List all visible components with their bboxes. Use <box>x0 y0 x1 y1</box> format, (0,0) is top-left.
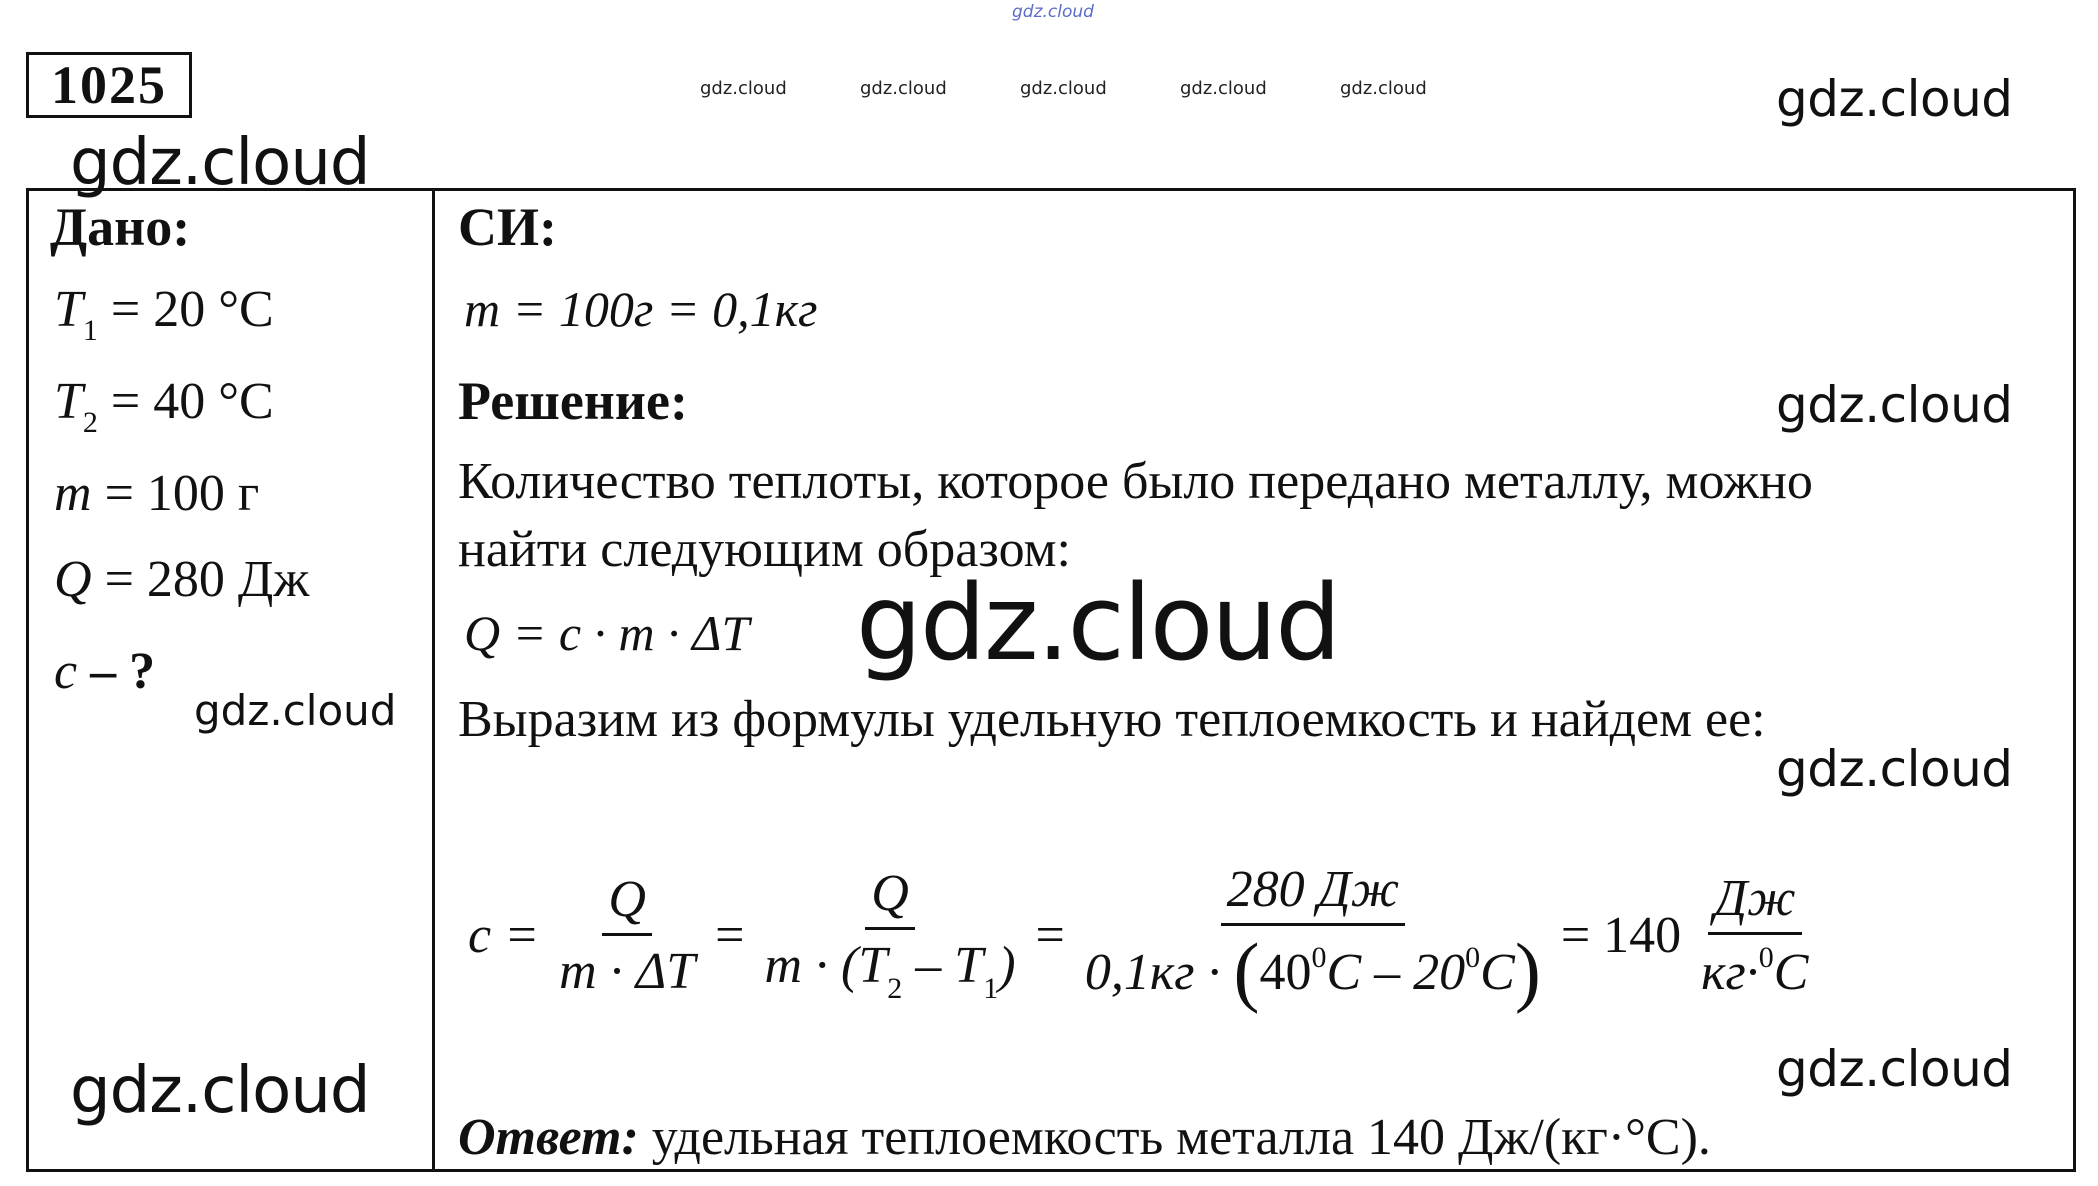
given-var: m <box>54 465 92 522</box>
eq-f3-den-b: 40 <box>1259 944 1312 1001</box>
given-var: c <box>54 643 78 700</box>
eq-f2-den <box>759 930 1022 1006</box>
eq-deg-2: 0 <box>1465 941 1481 974</box>
given-value: – ? <box>77 643 156 700</box>
column-divider <box>432 188 435 1172</box>
eq-unit-num: Дж <box>1708 869 1801 935</box>
given-line-c <box>54 642 155 701</box>
eq-equals: = <box>1035 906 1065 964</box>
eq-lhs: c = <box>468 906 540 964</box>
watermark-right-1: gdz.cloud <box>1776 376 2013 434</box>
eq-unit-den-a: кг· <box>1701 943 1759 1001</box>
solution-line-1: Количество теплоты, которое было передано металлу, можно <box>458 453 1813 510</box>
eq-f2-den-c: ) <box>998 937 1016 994</box>
given-value: = 280 Дж <box>91 551 310 608</box>
eq-deg-1: 0 <box>1311 941 1327 974</box>
answer-text: удельная теплоемкость металла 140 Дж/(кг·°C). <box>638 1109 1711 1166</box>
eq-f1-num: Q <box>602 870 652 936</box>
watermark-small-5: gdz.cloud <box>1340 78 1427 99</box>
eq-result: = 140 <box>1560 906 1682 964</box>
answer-line <box>458 1108 1711 1167</box>
given-line-t1 <box>54 280 274 348</box>
si-heading: СИ: <box>458 197 557 257</box>
solution-formula-1: Q = c · m · ΔT <box>464 605 750 661</box>
eq-fraction-1 <box>553 870 701 1001</box>
watermark-top-right: gdz.cloud <box>1776 70 2013 128</box>
watermark-right-2: gdz.cloud <box>1776 740 2013 798</box>
eq-f2-num: Q <box>865 864 915 930</box>
given-line-q <box>54 550 309 609</box>
eq-f3-den-a: 0,1кг · <box>1084 944 1234 1001</box>
given-sub: 1 <box>82 314 98 347</box>
eq-f1-den: m · ΔT <box>559 942 696 1000</box>
eq-sub-2: 2 <box>887 972 903 1005</box>
watermark-right-3: gdz.cloud <box>1776 1040 2013 1098</box>
given-line-m <box>54 464 259 523</box>
watermark-top: gdz.cloud <box>1012 2 1094 22</box>
eq-fraction-3 <box>1079 860 1547 1014</box>
eq-f2-den-a: m · (T <box>764 937 888 994</box>
watermark-given: gdz.cloud <box>194 686 397 735</box>
main-equation <box>462 860 1822 1014</box>
watermark-small-3: gdz.cloud <box>1020 78 1107 99</box>
watermark-top-left: gdz.cloud <box>70 126 370 200</box>
problem-number: 1025 <box>26 52 192 118</box>
eq-sub-1: 1 <box>983 972 999 1005</box>
eq-f2-den-b: – T <box>902 937 984 994</box>
eq-f3-den-c: C – 20 <box>1326 944 1466 1001</box>
eq-paren-open: ( <box>1233 927 1260 1014</box>
solution-heading: Решение: <box>458 371 688 431</box>
watermark-small-1: gdz.cloud <box>700 78 787 99</box>
eq-f3-num: 280 Дж <box>1221 860 1405 926</box>
given-value: = 40 °C <box>97 373 274 430</box>
solution-line-2: найти следующим образом: <box>458 521 1071 578</box>
eq-equals: = <box>715 906 745 964</box>
eq-f3-den-d: C <box>1480 944 1515 1001</box>
given-value: = 20 °C <box>97 281 274 338</box>
watermark-small-4: gdz.cloud <box>1180 78 1267 99</box>
given-line-t2 <box>54 372 274 440</box>
eq-paren-close: ) <box>1514 927 1541 1014</box>
given-var: Q <box>54 551 92 608</box>
eq-unit <box>1695 869 1814 1002</box>
eq-fraction-2 <box>759 864 1022 1006</box>
watermark-bottom-left: gdz.cloud <box>70 1054 370 1128</box>
si-formula: m = 100г = 0,1кг <box>464 281 818 337</box>
eq-unit-den <box>1695 935 1814 1002</box>
solution-line-3: Выразим из формулы удельную теплоемкость и найдем ее: <box>458 691 1766 748</box>
given-value: = 100 г <box>91 465 260 522</box>
given-var: T <box>54 373 83 430</box>
eq-deg-3: 0 <box>1758 940 1774 974</box>
eq-f3-den <box>1079 926 1547 1014</box>
given-heading: Дано: <box>50 197 191 257</box>
given-var: T <box>54 281 83 338</box>
watermark-small-2: gdz.cloud <box>860 78 947 99</box>
eq-unit-den-b: C <box>1773 943 1809 1001</box>
watermark-center: gdz.cloud <box>856 562 1340 684</box>
given-sub: 2 <box>82 406 98 439</box>
answer-label: Ответ: <box>458 1109 639 1166</box>
